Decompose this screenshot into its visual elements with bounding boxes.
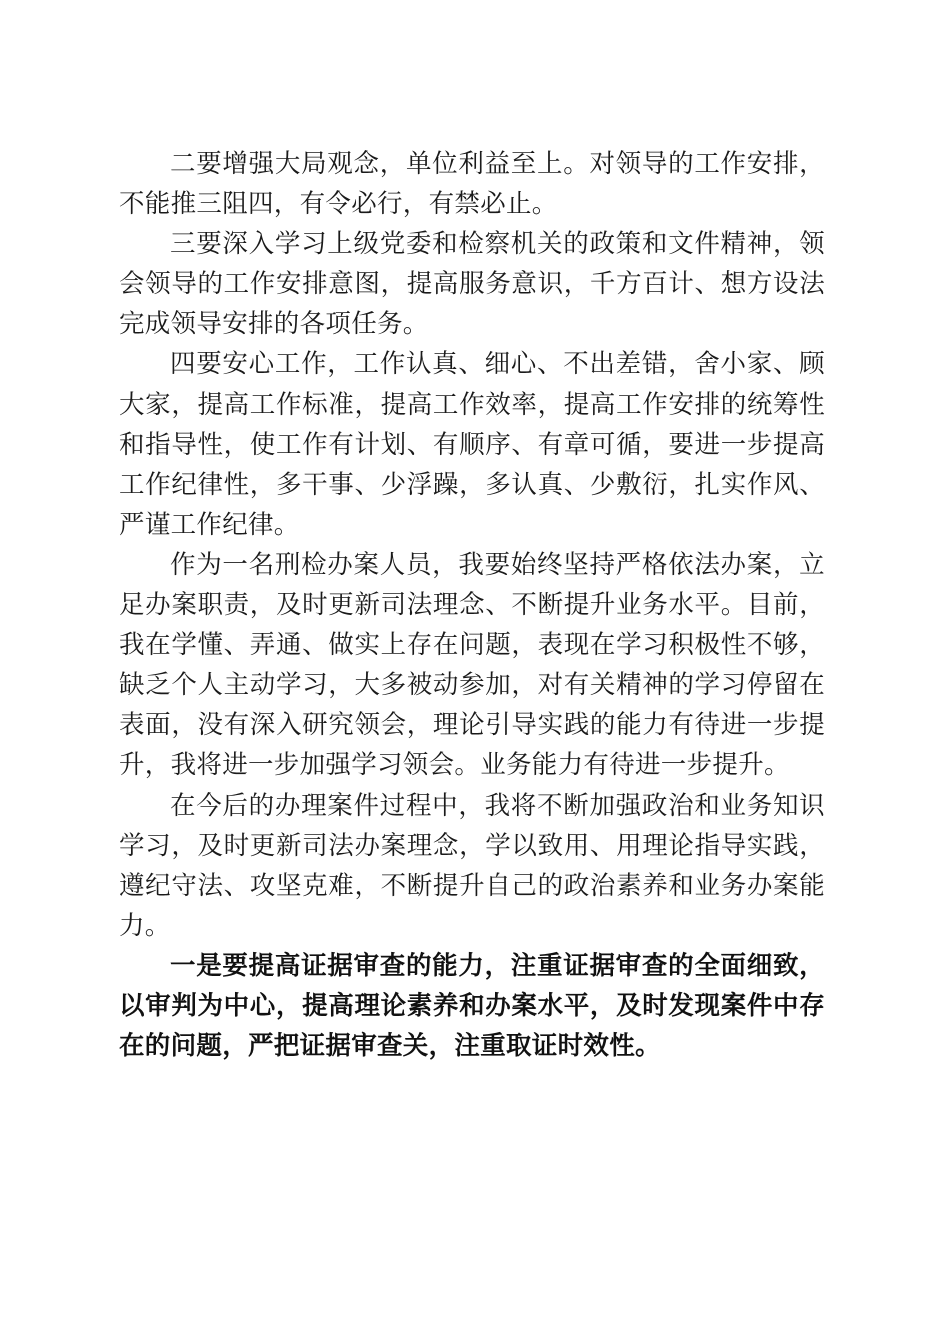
paragraph-6-emphasized: 一是要提高证据审查的能力，注重证据审查的全面细致，以审判为中心，提高理论素养和办案水平，及时发现案件中存在的问题，严把证据审查关，注重取证时效性。	[119, 950, 825, 1062]
document-body	[119, 144, 825, 1066]
paragraph-4: 作为一名刑检办案人员，我要始终坚持严格依法办案，立足办案职责，及时更新司法理念、不断提升业务水平。目前，我在学懂、弄通、做实上存在问题，表现在学习积极性不够，缺乏个人主动学习，大多被动参加，对有关精神的学习停留在表面，没有深入研究领会，理论引导实践的能力有待进一步提升，我将进一步加强学习领会。业务能力有待进一步提升。	[119, 549, 825, 781]
paragraph-2: 三要深入学习上级党委和检察机关的政策和文件精神，领会领导的工作安排意图，提高服务意识，千方百计、想方设法完成领导安排的各项任务。	[119, 229, 825, 340]
paragraph-3: 四要安心工作，工作认真、细心、不出差错，舍小家、顾大家，提高工作标准，提高工作效率，提高工作安排的统筹性和指导性，使工作有计划、有顺序、有章可循，要进一步提高工作纪律性，多干事、少浮躁，多认真、少敷衍，扎实作风、严谨工作纪律。	[119, 349, 825, 540]
paragraph-5: 在今后的办理案件过程中，我将不断加强政治和业务知识学习，及时更新司法办案理念，学以致用、用理论指导实践，遵纪守法、攻坚克难，不断提升自己的政治素养和业务办案能力。	[119, 790, 825, 941]
paragraph-1: 二要增强大局观念，单位利益至上。对领导的工作安排，不能推三阻四，有令必行，有禁必止。	[119, 149, 825, 220]
